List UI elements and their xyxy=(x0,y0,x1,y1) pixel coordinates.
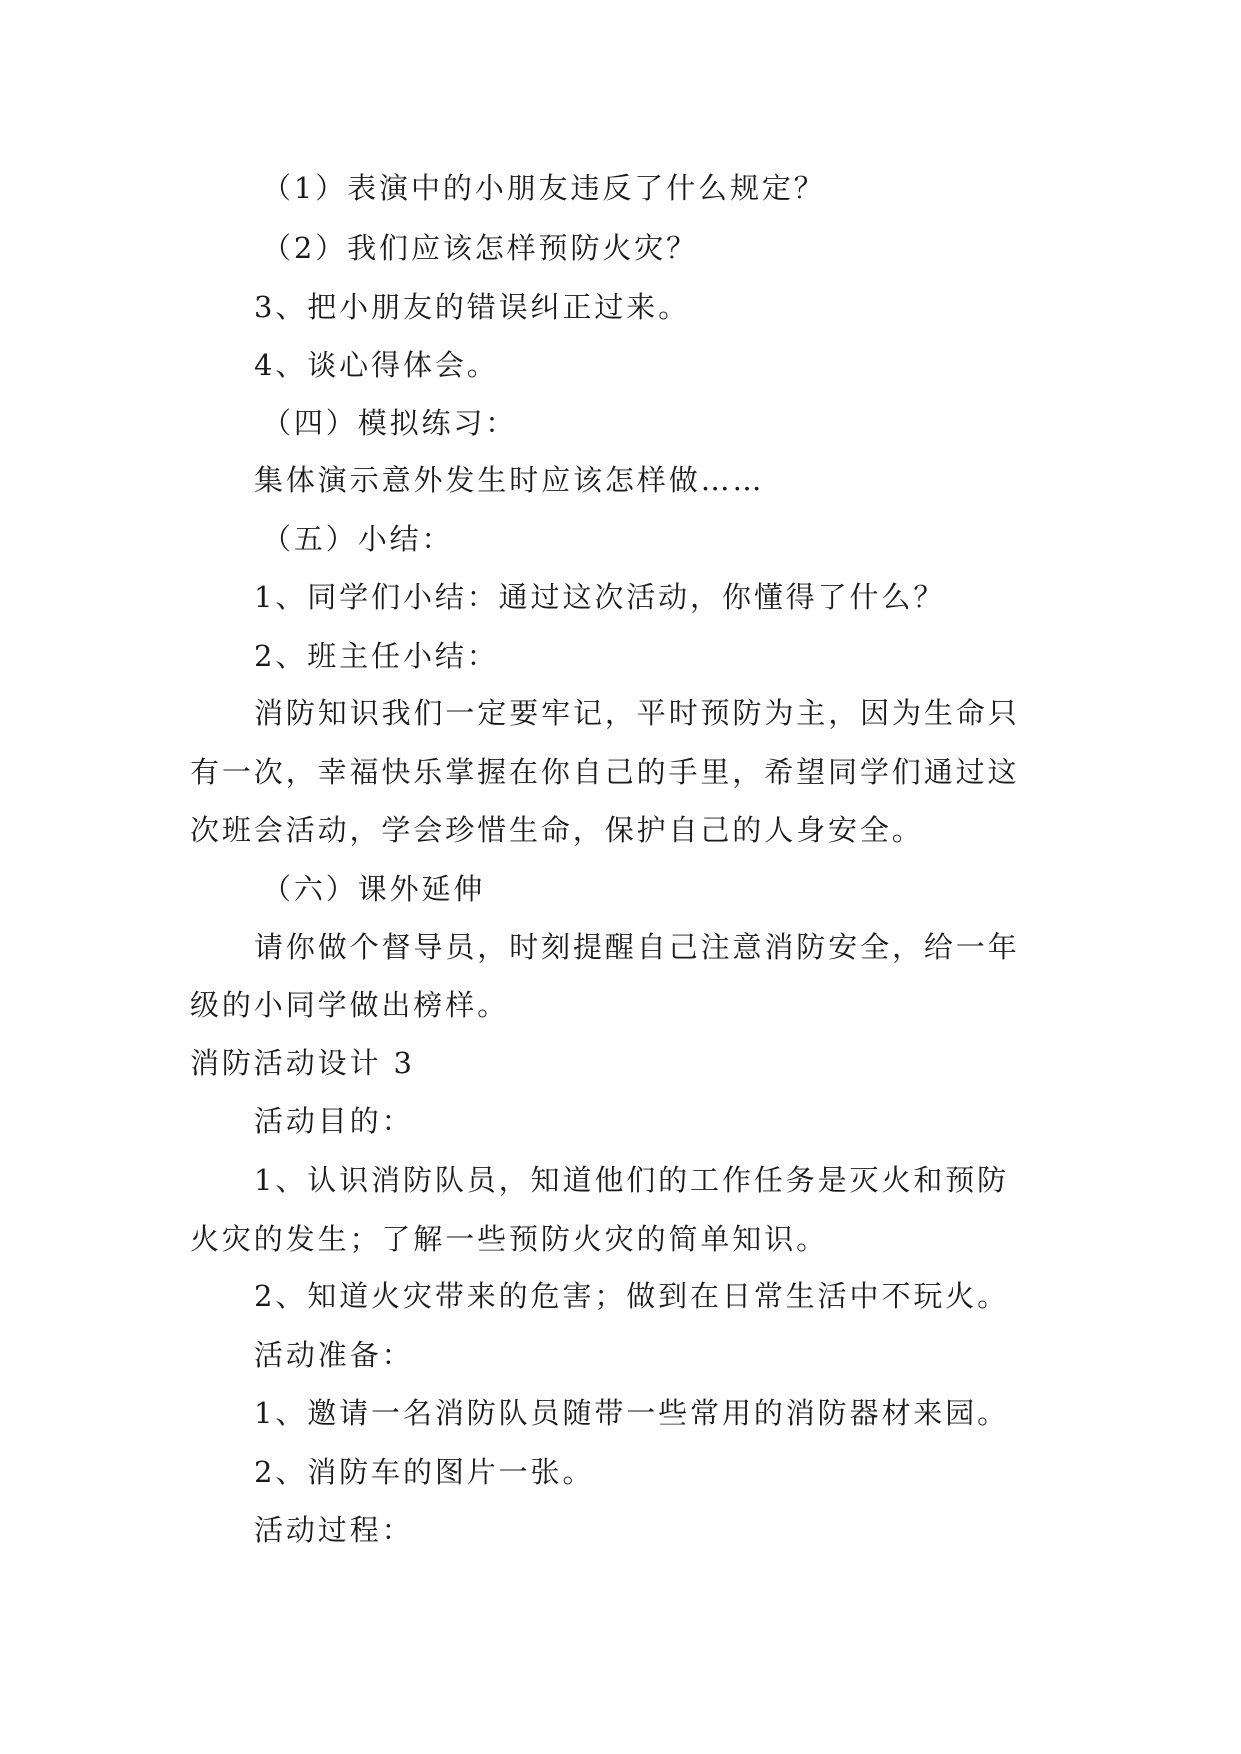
paragraph-line: 火灾的发生；了解一些预防火灾的简单知识。 xyxy=(190,1222,829,1256)
paragraph-line: 有一次，幸福快乐掌握在你自己的手里，希望同学们通过这 xyxy=(190,755,1020,789)
design-title: 消防活动设计 3 xyxy=(190,1046,415,1080)
paragraph-line: 请你做个督导员，时刻提醒自己注意消防安全，给一年 xyxy=(254,930,1020,964)
question-2: （2）我们应该怎样预防火灾？ xyxy=(262,231,699,265)
paragraph-line: 集体演示意外发生时应该怎样做…… xyxy=(254,463,765,497)
paragraph-line: 级的小同学做出榜样。 xyxy=(190,988,510,1022)
section-heading-4: （四）模拟练习： xyxy=(262,406,518,440)
step-3: 3、把小朋友的错误纠正过来。 xyxy=(254,290,691,324)
summary-item-2: 2、班主任小结： xyxy=(254,639,499,673)
objective-item-2: 2、知道火灾带来的危害；做到在日常生活中不玩火。 xyxy=(254,1279,1010,1313)
section-heading-6: （六）课外延伸 xyxy=(262,872,486,906)
paragraph-line: 消防知识我们一定要牢记，平时预防为主，因为生命只 xyxy=(254,696,1020,730)
question-1: （1）表演中的小朋友违反了什么规定？ xyxy=(262,171,826,205)
objectives-heading: 活动目的： xyxy=(254,1104,414,1138)
step-4: 4、谈心得体会。 xyxy=(254,348,499,382)
objective-item-1: 1、认识消防队员，知道他们的工作任务是灭火和预防 xyxy=(254,1163,1010,1197)
preparation-item-2: 2、消防车的图片一张。 xyxy=(254,1455,595,1489)
preparation-heading: 活动准备： xyxy=(254,1338,414,1372)
process-heading: 活动过程： xyxy=(254,1513,414,1547)
paragraph-line: 次班会活动，学会珍惜生命，保护自己的人身安全。 xyxy=(190,813,924,847)
summary-item-1: 1、同学们小结：通过这次活动，你懂得了什么？ xyxy=(254,580,946,614)
preparation-item-1: 1、邀请一名消防队员随带一些常用的消防器材来园。 xyxy=(254,1396,1010,1430)
section-heading-5: （五）小结： xyxy=(262,522,454,556)
